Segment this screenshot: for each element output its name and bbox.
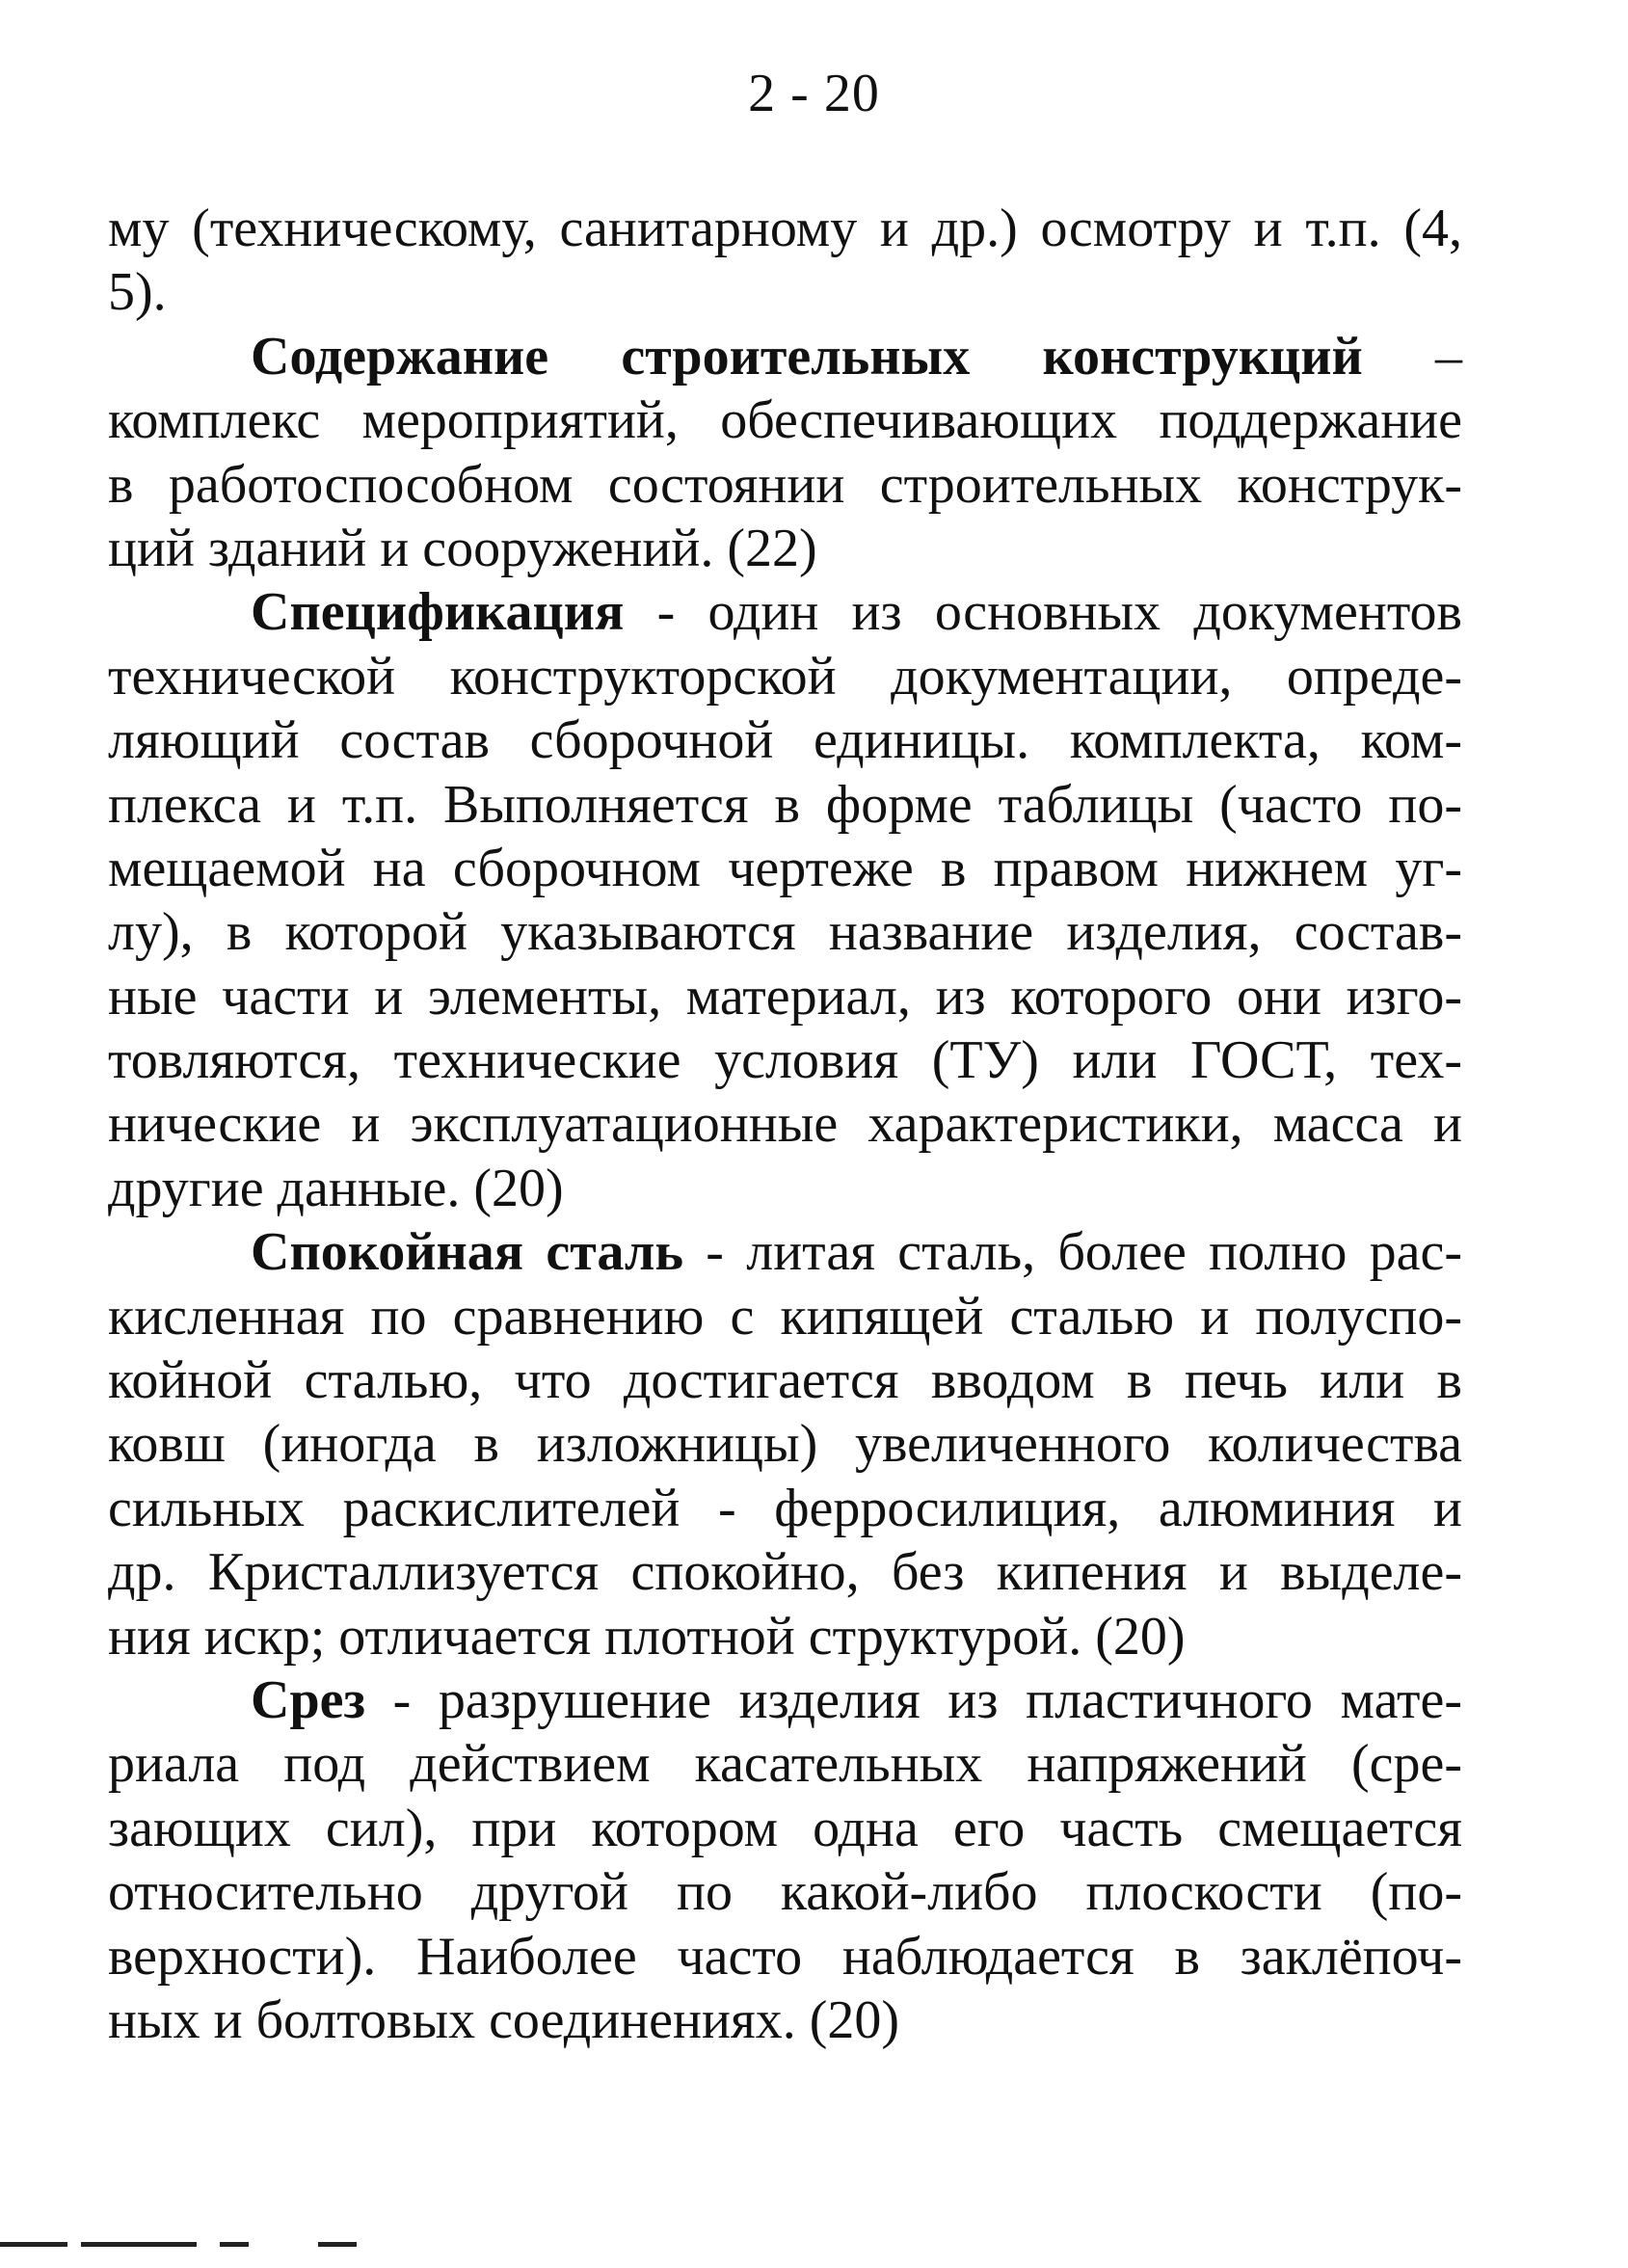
line-text: комплекс мероприятий, обеспечивающих поддержание <box>108 390 1462 451</box>
text-line <box>108 965 1462 1028</box>
line-text: кисленная по сравнению с кипящей сталью и полуспо- <box>108 1286 1462 1347</box>
line-text: ковш (иногда в изложницы) увеличенного количества <box>108 1414 1462 1475</box>
text-line <box>108 1157 1462 1220</box>
text-line <box>108 708 1462 772</box>
entry-term: Спокойная сталь <box>251 1222 683 1283</box>
scan-edge-marks <box>0 2242 405 2252</box>
line-text: товляются, технические условия (ТУ) или ГОСТ, тех- <box>108 1030 1462 1091</box>
text-line <box>108 453 1462 517</box>
text-line <box>108 837 1462 900</box>
entry-first-line <box>108 325 1462 388</box>
text-line <box>108 517 1462 580</box>
text-line <box>108 1285 1462 1348</box>
text-line <box>108 1797 1462 1860</box>
text-line <box>108 1925 1462 1988</box>
text-line <box>108 197 1462 260</box>
entry-first-line <box>108 580 1462 644</box>
line-text: койной сталью, что достигается вводом в печь или в <box>108 1350 1462 1411</box>
text-line <box>108 1028 1462 1092</box>
line-text: ния искр; отличается плотной структурой. (20) <box>108 1606 1186 1667</box>
line-text: в работоспособном состоянии строительных конструк- <box>108 454 1462 515</box>
text-line <box>108 1092 1462 1156</box>
line-text: му (техническому, санитарному и др.) осмотру и т.п. (4, <box>108 199 1462 258</box>
line-text: плекса и т.п. Выполняется в форме таблицы (часто по- <box>108 774 1462 835</box>
entry-term: Содержание строительных конструкций <box>251 326 1363 387</box>
text-line <box>108 388 1462 452</box>
line-text: ные части и элементы, материал, из которого они изго- <box>108 966 1462 1027</box>
text-line <box>108 1477 1462 1540</box>
text-line <box>108 773 1462 837</box>
line-text: риала под действием касательных напряжений (сре- <box>108 1734 1462 1795</box>
entry-first-line <box>108 1668 1462 1732</box>
line-text: мещаемой на сборочном чертеже в правом нижнем уг- <box>108 838 1462 898</box>
line-text: нические и эксплуатационные характеристики, масса и <box>108 1094 1462 1155</box>
text-line <box>108 260 1462 324</box>
line-text: ных и болтовых соединениях. (20) <box>108 1989 899 2050</box>
line-text: относительно другой по какой-либо плоскости (по- <box>108 1862 1462 1923</box>
line-text: - литая сталь, более полно рас- <box>682 1222 1463 1283</box>
page-body <box>108 197 1462 2052</box>
text-line <box>108 900 1462 964</box>
line-text: 5). <box>108 262 167 323</box>
line-text: технической конструкторской документации, опреде- <box>108 646 1462 707</box>
entry-first-line <box>108 1220 1462 1284</box>
line-text: - разрушение изделия из пластичного мате- <box>364 1669 1462 1730</box>
line-text: зающих сил), при котором одна его часть смещается <box>108 1798 1462 1858</box>
line-text: ляющий состав сборочной единицы. комплекта, ком- <box>108 710 1462 771</box>
line-text: др. Кристаллизуется спокойно, без кипения и выделе- <box>108 1542 1462 1603</box>
page-number: 2 - 20 <box>748 64 880 123</box>
text-line <box>108 1412 1462 1476</box>
line-text: сильных раскислителей - ферросилиция, алюминия и <box>108 1478 1462 1538</box>
line-text: – <box>1362 326 1462 387</box>
text-line <box>108 1988 1462 2052</box>
text-line <box>108 1348 1462 1412</box>
line-text: ций зданий и сооружений. (22) <box>108 518 817 578</box>
line-text: лу), в которой указываются название изделия, состав- <box>108 902 1462 963</box>
line-text: верхности). Наиболее часто наблюдается в заклёпоч- <box>108 1926 1462 1987</box>
line-text: другие данные. (20) <box>108 1158 564 1218</box>
text-line <box>108 645 1462 708</box>
entry-term: Спецификация <box>251 582 625 643</box>
entry-term: Срез <box>251 1669 365 1730</box>
text-line <box>108 1732 1462 1796</box>
text-line <box>108 1860 1462 1924</box>
text-line <box>108 1540 1462 1604</box>
text-line <box>108 1605 1462 1668</box>
line-text: - один из основных документов <box>624 582 1462 643</box>
